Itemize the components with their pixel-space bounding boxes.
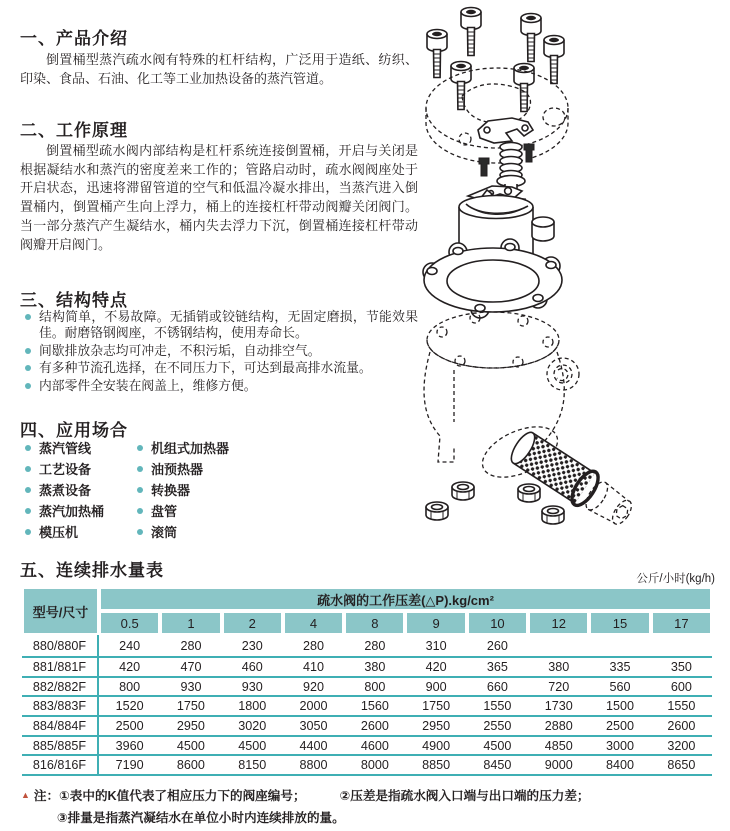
value-cell: 4500: [467, 737, 528, 757]
drain-capacity-table: [22, 587, 712, 776]
value-cell: [528, 635, 589, 658]
drain-table-body: [22, 635, 712, 776]
value-cell: 800: [99, 678, 160, 698]
value-cell: 460: [222, 658, 283, 678]
value-cell: 1520: [99, 697, 160, 717]
section-heading-features: 三、结构特点: [20, 291, 128, 310]
value-cell: 3960: [99, 737, 160, 757]
application-item: 机组式加热器: [134, 438, 229, 459]
table-row: [22, 658, 712, 678]
value-cell: 420: [405, 658, 466, 678]
pressure-column-header: 17: [651, 611, 712, 635]
value-cell: 2600: [651, 717, 712, 737]
application-item: 工艺设备: [22, 459, 134, 480]
value-cell: 3200: [651, 737, 712, 757]
model-cell: 816/816F: [22, 756, 99, 776]
applications-column: [134, 438, 229, 543]
value-cell: 1750: [160, 697, 221, 717]
application-item: 蒸煮设备: [22, 480, 134, 501]
note-line-2: [21, 807, 590, 829]
value-cell: 7190: [99, 756, 160, 776]
value-cell: 2880: [528, 717, 589, 737]
value-cell: 560: [589, 678, 650, 698]
pressure-column-header: 2: [222, 611, 283, 635]
value-cell: 8150: [222, 756, 283, 776]
value-cell: 920: [283, 678, 344, 698]
value-cell: 2550: [467, 717, 528, 737]
model-cell: 882/882F: [22, 678, 99, 698]
cap-screws-icon: [427, 8, 564, 112]
value-cell: 240: [99, 635, 160, 658]
note-item-3: ③排量是指蒸汽凝结水在单位小时内连续排放的量。: [57, 811, 345, 825]
value-cell: 2950: [405, 717, 466, 737]
model-cell: 880/880F: [22, 635, 99, 658]
value-cell: 1560: [344, 697, 405, 717]
section-heading-intro: 一、产品介绍: [20, 29, 128, 48]
value-cell: 365: [467, 658, 528, 678]
application-item: 蒸汽管线: [22, 438, 134, 459]
section-heading-drain-table: 五、连续排水量表: [20, 561, 164, 580]
value-cell: 8850: [405, 756, 466, 776]
note-triangle-icon: ▲: [21, 790, 30, 800]
value-cell: 380: [528, 658, 589, 678]
pressure-column-header: 9: [405, 611, 466, 635]
value-cell: 280: [283, 635, 344, 658]
value-cell: 280: [160, 635, 221, 658]
value-cell: 8450: [467, 756, 528, 776]
value-cell: 260: [467, 635, 528, 658]
value-cell: [589, 635, 650, 658]
exploded-view-diagram: [420, 0, 730, 560]
value-cell: 4850: [528, 737, 589, 757]
applications-column: [22, 438, 134, 543]
value-cell: 8800: [283, 756, 344, 776]
applications-columns: [22, 438, 229, 543]
drain-plug-icon: [582, 478, 637, 529]
value-cell: 900: [405, 678, 466, 698]
value-cell: 660: [467, 678, 528, 698]
value-cell: 380: [344, 658, 405, 678]
value-cell: 350: [651, 658, 712, 678]
value-cell: 3050: [283, 717, 344, 737]
value-cell: 2500: [99, 717, 160, 737]
pressure-column-header: 10: [467, 611, 528, 635]
note-label: 注：: [33, 789, 60, 803]
lever-plate-icon: [478, 118, 533, 143]
value-cell: 4500: [160, 737, 221, 757]
model-cell: 884/884F: [22, 717, 99, 737]
application-item: 模压机: [22, 522, 134, 543]
value-cell: 1800: [222, 697, 283, 717]
feature-item: 结构简单，不易故障。无插销或铰链结构，无固定磨损，节能效果佳。耐磨铬钢阀座，不锈钢结构，使用寿命长。: [22, 309, 418, 341]
model-size-header: 型号/尺寸: [22, 587, 99, 635]
value-cell: 930: [222, 678, 283, 698]
value-cell: 230: [222, 635, 283, 658]
value-cell: 2500: [589, 717, 650, 737]
table-row: [22, 756, 712, 776]
value-cell: 470: [160, 658, 221, 678]
value-cell: 310: [405, 635, 466, 658]
model-cell: 885/885F: [22, 737, 99, 757]
drain-table-head: [22, 587, 712, 635]
value-cell: 1500: [589, 697, 650, 717]
value-cell: 600: [651, 678, 712, 698]
pressure-header-row: [22, 611, 712, 635]
value-cell: 1730: [528, 697, 589, 717]
value-cell: 1550: [651, 697, 712, 717]
pressure-column-header: 8: [344, 611, 405, 635]
value-cell: 4500: [222, 737, 283, 757]
notes-block: [21, 784, 590, 829]
model-cell: 883/883F: [22, 697, 99, 717]
value-cell: 4900: [405, 737, 466, 757]
table-row: [22, 737, 712, 757]
value-cell: 420: [99, 658, 160, 678]
value-cell: 2000: [283, 697, 344, 717]
value-cell: 2600: [344, 717, 405, 737]
note-item-2: ②压差是指疏水阀入口端与出口端的压力差；: [339, 789, 590, 803]
model-cell: 881/881F: [22, 658, 99, 678]
note-item-1: ①表中的K值代表了相应压力下的阀座编号；: [59, 789, 306, 803]
application-item: 转换器: [134, 480, 229, 501]
value-cell: 9000: [528, 756, 589, 776]
feature-item: 有多种节流孔选择，在不同压力下，可达到最高排水流量。: [22, 360, 418, 376]
valve-cover-icon: [426, 68, 568, 163]
unit-label: 公斤/小时(kg/h): [636, 573, 715, 585]
gasket-flange-icon: [423, 239, 562, 318]
application-item: 滚筒: [134, 522, 229, 543]
value-cell: 8650: [651, 756, 712, 776]
table-row: [22, 678, 712, 698]
table-row: [22, 697, 712, 717]
value-cell: 8400: [589, 756, 650, 776]
value-cell: 4600: [344, 737, 405, 757]
value-cell: 800: [344, 678, 405, 698]
pressure-column-header: 12: [528, 611, 589, 635]
features-list: [22, 309, 418, 396]
application-item: 蒸汽加热桶: [22, 501, 134, 522]
note-line-1: [21, 784, 590, 807]
seat-plug-icon: [532, 217, 554, 241]
value-cell: 8600: [160, 756, 221, 776]
value-cell: [651, 635, 712, 658]
intro-paragraph: 倒置桶型蒸汽疏水阀有特殊的杠杆结构，广泛用于造纸、纺织、印染、食品、石油、化工等工业加热设备的蒸汽管道。: [20, 52, 418, 86]
principle-paragraph: 倒置桶型疏水阀内部结构是杠杆系统连接倒置桶，开启与关闭是根据凝结水和蒸汽的密度差来工作的；管路启动时，疏水阀阀座处于开启状态，迅速将滞留管道的空气和低温冷凝水排出，当蒸汽进入倒置桶内，倒置桶产生向上浮力，桶上的连接杠杆带动阀瓣关闭阀门。当一部分蒸汽产生凝结水，桶内失去浮力下沉，倒置桶连接杠杆带动阀瓣开启阀门。: [20, 143, 418, 252]
value-cell: 2950: [160, 717, 221, 737]
application-item: 盘管: [134, 501, 229, 522]
feature-item: 间歇排放杂志均可冲走，不积污垢，自动排空气。: [22, 343, 418, 359]
value-cell: 410: [283, 658, 344, 678]
section-heading-principle: 二、工作原理: [20, 121, 128, 140]
pressure-column-header: 4: [283, 611, 344, 635]
value-cell: 335: [589, 658, 650, 678]
value-cell: 8000: [344, 756, 405, 776]
table-row: [22, 717, 712, 737]
strainer-screen-icon: [506, 428, 638, 533]
value-cell: 280: [344, 635, 405, 658]
feature-item: 内部零件全安装在阀盖上，维修方便。: [22, 378, 418, 394]
value-cell: 930: [160, 678, 221, 698]
value-cell: 1550: [467, 697, 528, 717]
value-cell: 3020: [222, 717, 283, 737]
value-cell: 720: [528, 678, 589, 698]
value-cell: 1750: [405, 697, 466, 717]
hex-nuts-icon: [426, 482, 564, 524]
section-heading-applications: 四、应用场合: [20, 421, 128, 440]
pressure-group-header: 疏水阀的工作压差(△P).kg/cm²: [99, 587, 712, 611]
table-row: [22, 635, 712, 658]
value-cell: 4400: [283, 737, 344, 757]
pressure-column-header: 15: [589, 611, 650, 635]
value-cell: 3000: [589, 737, 650, 757]
pressure-column-header: 0.5: [99, 611, 160, 635]
application-item: 油预热器: [134, 459, 229, 480]
pressure-column-header: 1: [160, 611, 221, 635]
